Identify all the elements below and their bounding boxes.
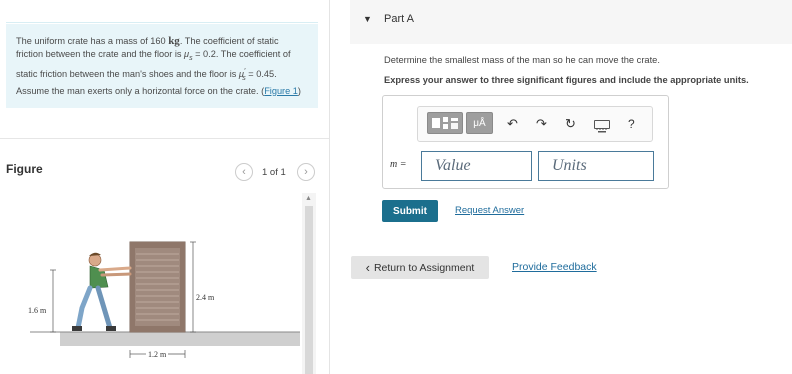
chevron-left-icon: ‹	[365, 259, 370, 275]
part-a-header[interactable]	[350, 0, 792, 44]
provide-feedback-link[interactable]: Provide Feedback	[512, 261, 597, 273]
units-button[interactable]: μÅ	[466, 112, 493, 134]
section-divider	[0, 138, 329, 139]
problem-text: The uniform crate has a mass of 160	[16, 36, 169, 46]
problem-text: . The coefficient of static friction between the crate and the floor is	[16, 36, 279, 59]
mu-s-prime-symbol: $\mu'_s$	[238, 67, 246, 82]
templates-button[interactable]	[427, 112, 463, 134]
dim-label-crate-height: 2.4 m	[196, 293, 215, 302]
prev-figure-button[interactable]	[235, 163, 253, 181]
keyboard-icon[interactable]	[594, 120, 610, 129]
chevron-right-icon: ›	[304, 166, 308, 178]
figure-link[interactable]: Figure 1	[264, 85, 298, 96]
dim-label-crate-width: 1.2 m	[148, 350, 167, 359]
redo-icon[interactable]: ↷	[536, 116, 547, 131]
return-to-assignment-button[interactable]	[351, 256, 489, 279]
figure-counter: 1 of 1	[262, 167, 286, 178]
help-button[interactable]: ?	[628, 117, 635, 131]
templates-icon	[428, 113, 462, 133]
reset-icon[interactable]: ↻	[565, 116, 576, 131]
problem-text: = 0.45. Assume the man exerts only a horizontal force on the crate. (	[16, 68, 277, 96]
return-label: Return to Assignment	[373, 261, 475, 274]
figure-title: Figure	[6, 162, 43, 176]
question-text: Determine the smallest mass of the man so he can move the crate.	[384, 55, 660, 65]
man	[72, 253, 130, 331]
dimension-man-height	[50, 270, 56, 332]
problem-statement: The uniform crate has a mass of 160 kg. The coefficient of static friction between the crate and the floor is $\mu_s = 0.2$. The coefficient of static friction between the man's shoes and the floor is $\mu'_s = 0.45$. Assume the man exerts only a horizontal force on the crate. (Figure 1)	[6, 24, 318, 108]
request-answer-link[interactable]: Request Answer	[455, 205, 525, 216]
scroll-up-icon[interactable]: ▲	[305, 195, 312, 202]
floor	[60, 332, 300, 346]
chevron-left-icon: ‹	[242, 166, 246, 178]
units-input[interactable]: Units	[538, 151, 654, 181]
problem-text: = 0.2. The coefficient of static friction between the man's shoes and the floor is	[16, 49, 291, 79]
crate-figure	[0, 190, 300, 374]
problem-top-rule	[6, 22, 318, 23]
figure-scrollbar-thumb[interactable]	[305, 206, 313, 374]
dim-label-man-height: 1.6 m	[28, 306, 47, 315]
part-a-label: Part A	[384, 13, 414, 25]
dimension-crate-height	[190, 242, 196, 332]
unit-kg: kg	[168, 35, 180, 47]
panel-divider	[329, 0, 330, 374]
caret-down-icon[interactable]: ▼	[363, 14, 372, 24]
variable-label: m =	[390, 159, 407, 170]
value-input[interactable]: Value	[421, 151, 532, 181]
mu-s-symbol: $\mu_s$	[184, 49, 193, 62]
submit-button[interactable]: Submit	[382, 200, 438, 222]
instructions-text: Express your answer to three significant figures and include the appropriate units.	[384, 75, 749, 85]
next-figure-button[interactable]	[297, 163, 315, 181]
undo-icon[interactable]: ↶	[507, 116, 518, 131]
crate	[130, 242, 185, 332]
